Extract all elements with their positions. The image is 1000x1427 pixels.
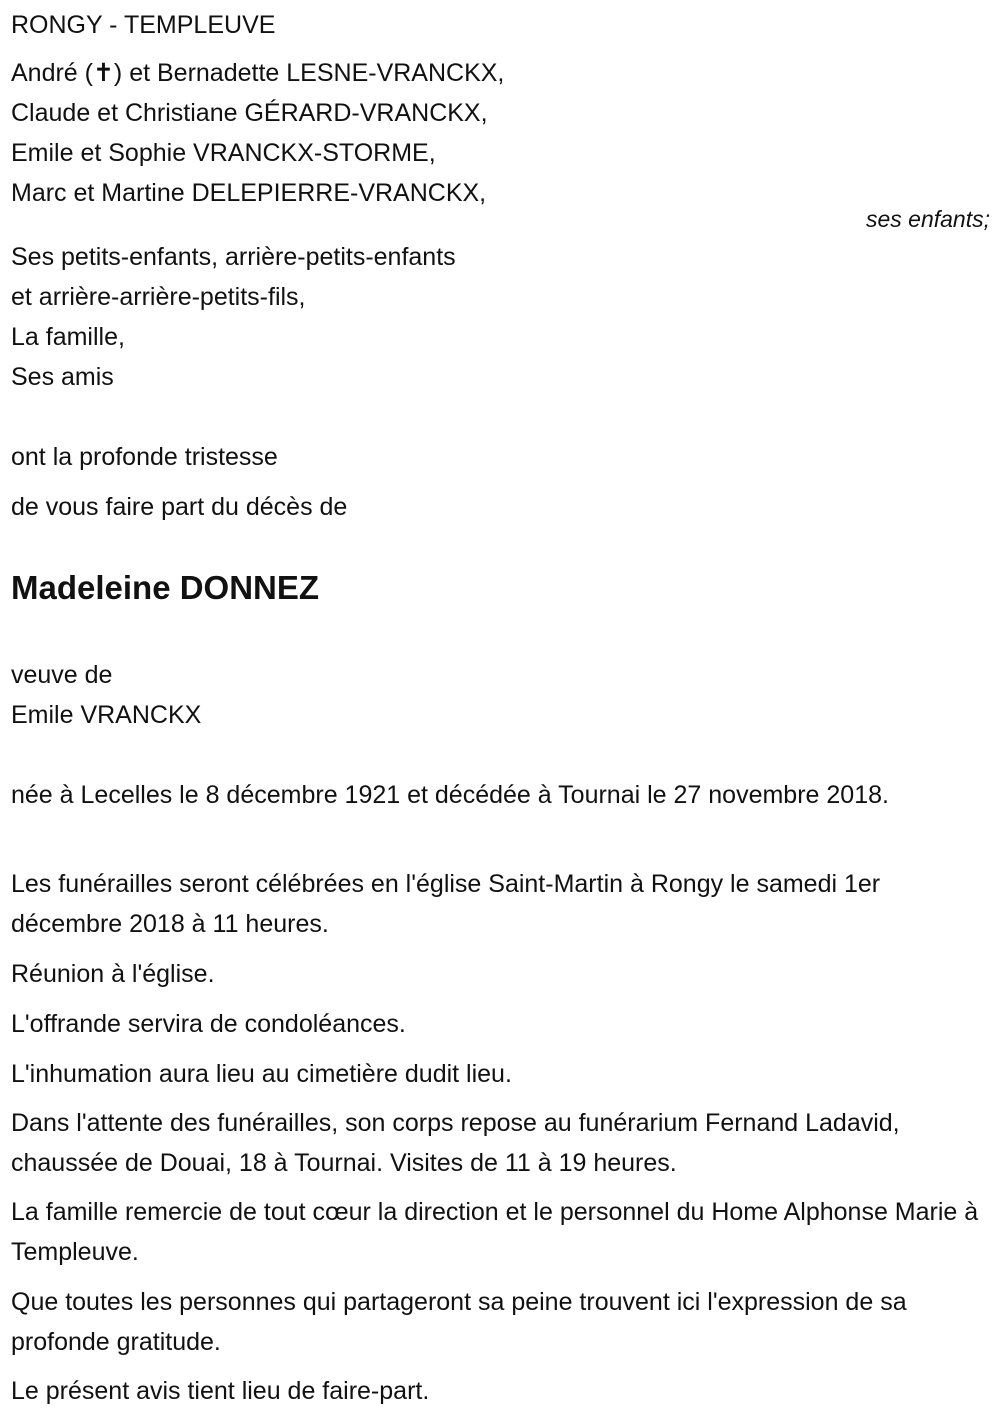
children-list — [11, 53, 504, 213]
other-mourners — [11, 237, 456, 397]
birth-death-paragraph: née à Lecelles le 8 décembre 1921 et décédée à Tournai le 27 novembre 2018. — [11, 781, 889, 809]
child-line: Claude et Christiane GÉRARD-VRANCKX, — [11, 99, 488, 127]
offering-paragraph: L'offrande servira de condoléances. — [11, 1010, 406, 1038]
mourner-line: Ses amis — [11, 363, 114, 391]
mourner-line: et arrière-arrière-petits-fils, — [11, 283, 306, 311]
child-line: Emile et Sophie VRANCKX-STORME, — [11, 139, 436, 167]
widow-block — [11, 655, 201, 735]
children-label: ses enfants; — [865, 206, 990, 232]
thanks-paragraph: La famille remercie de tout cœur la direction et le personnel du Home Alphonse Marie à Templeuve. — [11, 1198, 979, 1266]
meeting-paragraph: Réunion à l'église. — [11, 960, 215, 988]
child-line: André (✝) et Bernadette LESNE-VRANCKX, — [11, 59, 505, 87]
intro-line: ont la profonde tristesse — [11, 443, 278, 471]
widow-line: Emile VRANCKX — [11, 701, 202, 729]
gratitude-paragraph: Que toutes les personnes qui partageront sa peine trouvent ici l'expression de sa profonde gratitude. — [11, 1288, 907, 1356]
widow-line: veuve de — [11, 661, 113, 689]
mourner-line: Ses petits-enfants, arrière-petits-enfants — [11, 243, 456, 271]
location-header: RONGY - TEMPLEUVE — [11, 11, 276, 39]
funerarium-paragraph: Dans l'attente des funérailles, son corps repose au funérarium Fernand Ladavid, chaussée de Douai, 18 à Tournai. Visites de 11 à 19 heures. — [11, 1109, 900, 1177]
child-line: Marc et Martine DELEPIERRE-VRANCKX, — [11, 179, 487, 207]
funeral-paragraph: Les funérailles seront célébrées en l'église Saint-Martin à Rongy le samedi 1er décembre 2018 à 11 heures. — [11, 870, 881, 938]
notice-paragraph: Le présent avis tient lieu de faire-part. — [11, 1377, 430, 1405]
mourner-line: La famille, — [11, 323, 125, 351]
deceased-name: Madeleine DONNEZ — [11, 569, 320, 606]
burial-paragraph: L'inhumation aura lieu au cimetière dudit lieu. — [11, 1060, 512, 1088]
intro-line: de vous faire part du décès de — [11, 493, 348, 521]
